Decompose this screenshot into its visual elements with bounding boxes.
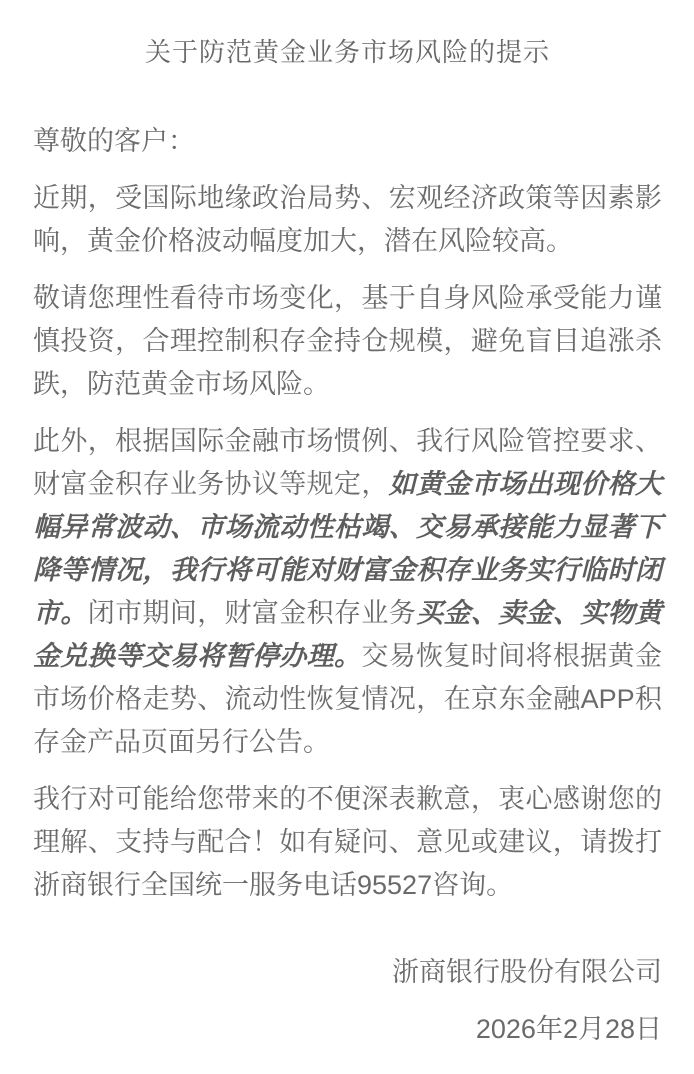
body-text: 交易恢复时间将根据黄金市场价格走势、流动性恢复情况，在京东金融APP积存金产品页面另行公告。: [33, 641, 663, 757]
signature-date: 2026年2月28日: [475, 1014, 662, 1044]
notice-paragraph: [33, 420, 662, 764]
notice-title: 关于防范黄金业务市场风险的提示: [144, 37, 550, 67]
notice-body: [33, 177, 662, 907]
emphasized-text: 如黄金市场出现价格大幅异常波动、市场流动性枯竭、交易承接能力显著下降等情况，我行将可能对财富金积存业务实行临时闭市。: [33, 469, 663, 628]
emphasized-text: 买金、卖金、实物黄金兑换等交易将暂停办理。: [33, 598, 663, 671]
notice-paragraph: [33, 277, 662, 406]
body-text: 我行对可能给您带来的不便深表歉意，衷心感谢您的理解、支持与配合！如有疑问、意见或建议，请拨打浙商银行全国统一服务电话95527咨询。: [33, 784, 662, 900]
body-text: 闭市期间，财富金积存业务: [87, 598, 417, 628]
body-text: 此外，根据国际金融市场惯例、我行风险管控要求、财富金积存业务协议等规定，: [33, 426, 662, 499]
body-text: 近期，受国际地缘政治局势、宏观经济政策等因素影响，黄金价格波动幅度加大，潜在风险较高。: [33, 183, 662, 256]
signature-company: 浙商银行股份有限公司: [392, 957, 662, 987]
notice-paragraph: [33, 177, 662, 263]
notice-paragraph: [33, 778, 662, 907]
salutation: 尊敬的客户：: [33, 126, 195, 156]
body-text: 敬请您理性看待市场变化，基于自身风险承受能力谨慎投资，合理控制积存金持仓规模，避免盲目追涨杀跌，防范黄金市场风险。: [33, 283, 662, 399]
